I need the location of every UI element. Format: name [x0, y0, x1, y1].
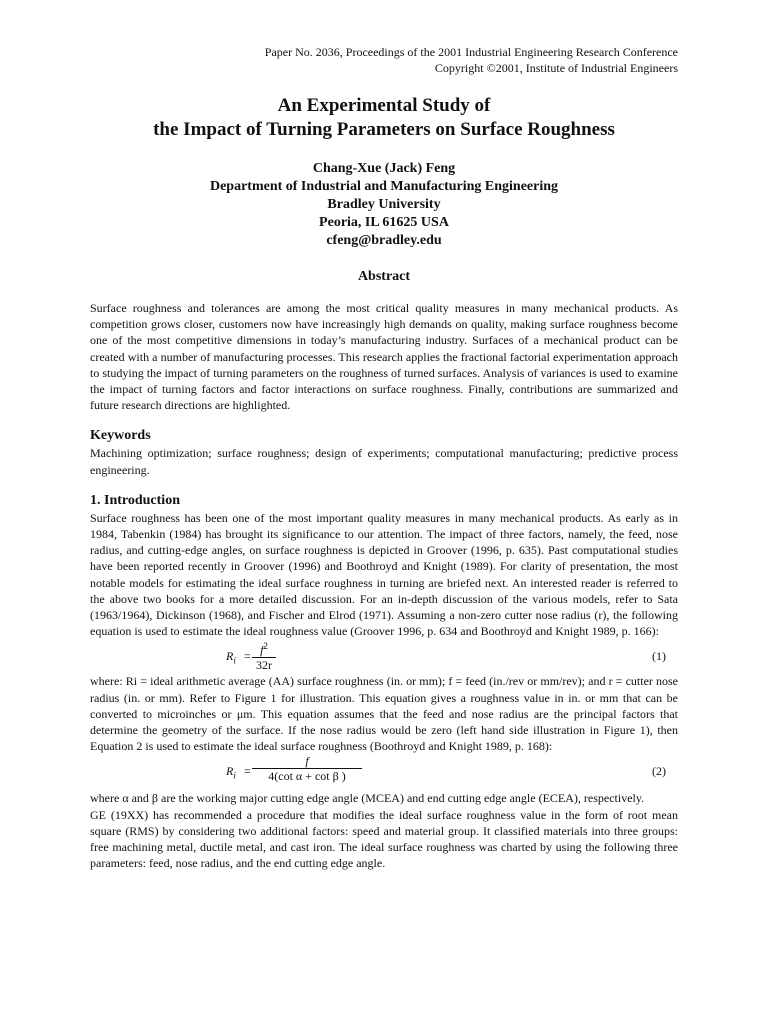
- eq1-lhs: $R_i$: [226, 649, 236, 666]
- eq1-number: (1): [652, 649, 666, 664]
- equation-2: [90, 754, 678, 790]
- author-email: cfeng@bradley.edu: [326, 233, 442, 248]
- eq1-denominator: 32r: [256, 658, 272, 673]
- title-line-2: the Impact of Turning Parameters on Surface Roughness: [153, 119, 615, 140]
- header-paper-info: Paper No. 2036, Proceedings of the 2001 Industrial Engineering Research Conference: [264, 45, 678, 59]
- eq1-fraction: [252, 639, 276, 672]
- title-line-1: An Experimental Study of: [277, 95, 491, 116]
- paper-title: [90, 94, 678, 142]
- author-university: Bradley University: [327, 197, 441, 212]
- eq1-equals: =: [244, 649, 251, 664]
- eq2-lhs: $R_i$: [226, 764, 236, 781]
- paper-page: [90, 44, 678, 871]
- eq2-equals: =: [244, 764, 251, 779]
- introduction-paragraph-4: GE (19XX) has recommended a procedure that modifies the ideal surface roughness value in the form of root mean square (RMS) by considering two additional factors: speed and material group. It classified materials into three groups: free machining metal, ductile metal, and cast iron. The ideal surface roughness was charted by using the following three parameters: feed, nose radius, and the end cutting edge angle.: [90, 807, 678, 871]
- keywords-heading: Keywords: [90, 428, 151, 444]
- author-block: [90, 160, 678, 250]
- introduction-heading: 1. Introduction: [90, 492, 180, 508]
- author-department: Department of Industrial and Manufacturing Engineering: [209, 179, 559, 194]
- introduction-paragraph-2: where: Ri = ideal arithmetic average (AA) surface roughness (in. or mm); f = feed (in./rev or mm/rev); and r = cutter nose radius (in. or mm). Refer to Figure 1 for illustration. This equation gives a roughness value in in. or mm that can be converted to microinches or μm. This equation assumes that the feed and nose radius are the principal factors that determine the geometry of the surface. If the nose radius would be zero (left hand side illustration in Figure 1), then Equation 2 is used to estimate the ideal surface roughness (Boothroyd and Knight 1989, p. 168):: [90, 674, 678, 754]
- eq1-numerator: $f^2$: [252, 639, 276, 658]
- header-copyright: Copyright ©2001, Institute of Industrial Engineers: [434, 61, 678, 75]
- abstract-text: Surface roughness and tolerances are among the most critical quality measures in many mechanical products. As competition grows closer, customers now have increasingly high demands on quality, making surface roughness become one of the most competitive dimensions in today’s manufacturing industry. Surfaces of a mechanical product can be created with a number of manufacturing processes. This research applies the fractional factorial experimentation approach to studying the impact of turning parameters on the roughness of turned surfaces. Analysis of variances is used to examine the impact of turning factors and factor interactions on surface roughness. Finally, contributions are summarized and future research directions are highlighted.: [90, 301, 678, 413]
- abstract-heading: Abstract: [357, 269, 411, 284]
- eq2-denominator: 4(cot α + cot β ): [268, 769, 346, 784]
- running-header: [90, 44, 678, 76]
- equation-1: [90, 639, 678, 673]
- eq2-fraction: [252, 754, 362, 783]
- author-location: Peoria, IL 61625 USA: [319, 215, 449, 230]
- keywords-text: Machining optimization; surface roughness; design of experiments; computational manufacturing; predictive process engineering.: [90, 446, 678, 477]
- eq2-number: (2): [652, 764, 666, 779]
- eq2-numerator: f: [252, 754, 362, 769]
- author-name: Chang-Xue (Jack) Feng: [312, 161, 456, 176]
- introduction-paragraph-1: Surface roughness has been one of the most important quality measures in many mechanical products. As early as in 1984, Tabenkin (1984) has brought its significance to our attention. The impact of three factors, namely, the feed, nose radius, and cutting-edge angles, on surface roughness is depicted in Groover (1996, p. 635). Past computational studies have been reported recently in Groover (1996) and Boothroyd and Knight (1989). For clarity of presentation, the most notable models for estimating the ideal surface roughness in turning are briefed next. An interested reader is referred to the above two books for a more detailed discussion. For an in-depth discussion of the various models, refer to Sata (1963/1964), Dickinson (1968), and Fischer and Elrod (1971). Assuming a non-zero cutter nose radius (r), the following equation is used to estimate the ideal roughness value (Groover 1996, p. 634 and Boothroyd and Knight 1989, p. 166):: [90, 510, 678, 639]
- introduction-paragraph-3: where α and β are the working major cutting edge angle (MCEA) and end cutting edge angle (ECEA), respectively.: [90, 791, 645, 806]
